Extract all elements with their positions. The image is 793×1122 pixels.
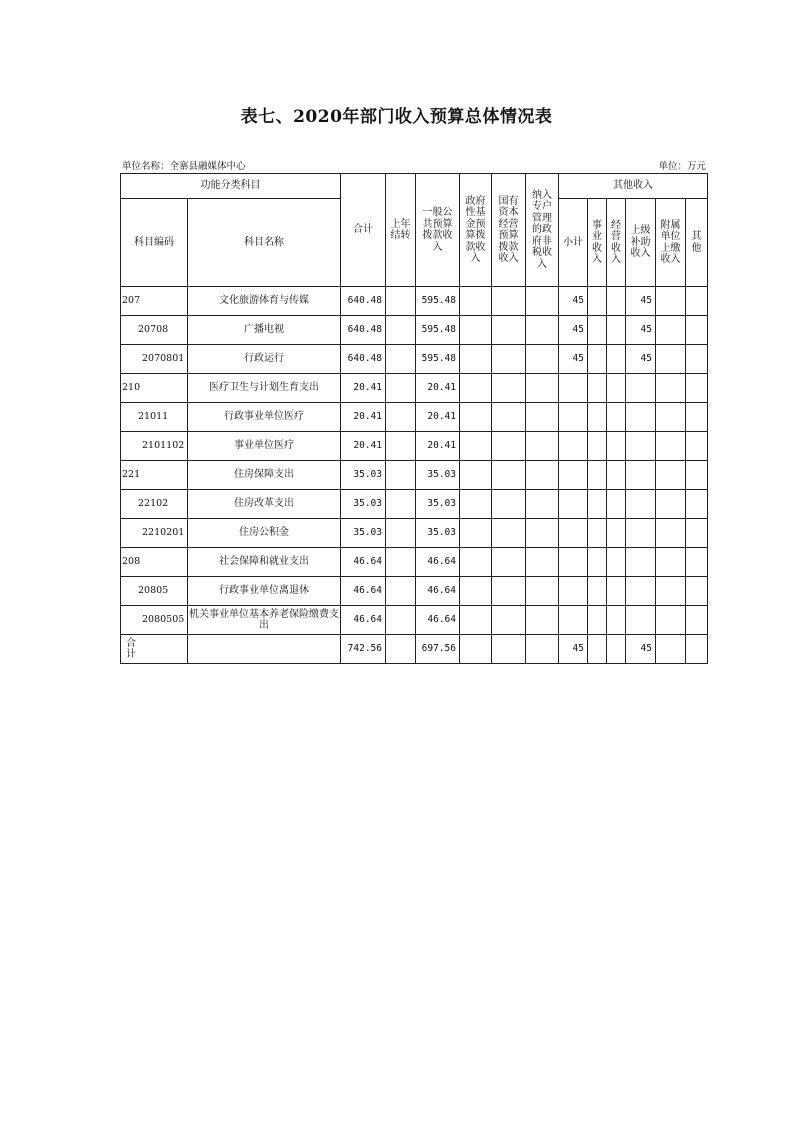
header-total: 合计 [341,174,386,287]
row-affiliated [656,577,686,606]
row-code: 2210201 [121,519,188,548]
currency-unit-label: 单位：万元 [658,161,706,172]
header-operating-income: 经营收入 [607,199,626,287]
total-state-capital-value [492,635,526,664]
table-row [121,490,708,519]
row-operating [607,287,626,316]
header-general-budget: 一般公共预算拨款收入 [416,174,460,287]
row-subtotal [559,490,588,519]
table-row [121,432,708,461]
total-sum-value: 742.56 [341,635,386,664]
row-name: 行政事业单位医疗 [188,403,341,432]
row-code: 20708 [121,316,188,345]
total-other-value [686,635,708,664]
total-carryover-value [386,635,416,664]
row-other [686,606,708,635]
row-subtotal [559,374,588,403]
header-business-income: 事业收入 [588,199,607,287]
row-business [588,577,607,606]
row-general: 46.64 [416,577,460,606]
row-upper [626,374,656,403]
row-total: 46.64 [341,577,386,606]
row-business [588,316,607,345]
row-name: 广播电视 [188,316,341,345]
row-other [686,403,708,432]
row-carryover [386,461,416,490]
row-gov-fund [460,548,492,577]
row-carryover [386,432,416,461]
row-subtotal: 45 [559,345,588,374]
row-name: 机关事业单位基本养老保险缴费支出 [188,606,341,635]
row-state-capital [492,374,526,403]
row-affiliated [656,287,686,316]
row-subtotal [559,606,588,635]
row-operating [607,577,626,606]
row-gov-fund [460,461,492,490]
row-gov-fund [460,577,492,606]
row-total: 640.48 [341,287,386,316]
row-total: 640.48 [341,316,386,345]
budget-income-table [120,173,708,664]
header-state-capital: 国有资本经营预算拨款收入 [492,174,526,287]
row-carryover [386,316,416,345]
row-name: 住房改革支出 [188,490,341,519]
row-subtotal [559,432,588,461]
row-fiscal-special [526,345,559,374]
row-operating [607,548,626,577]
row-subtotal [559,519,588,548]
row-total: 35.03 [341,490,386,519]
row-gov-fund [460,374,492,403]
table-row [121,577,708,606]
row-upper [626,461,656,490]
total-name-cell [188,635,341,664]
header-other-income: 其他收入 [559,174,708,199]
row-code: 2070801 [121,345,188,374]
row-total: 20.41 [341,374,386,403]
row-state-capital [492,316,526,345]
row-business [588,606,607,635]
row-upper [626,577,656,606]
row-gov-fund [460,519,492,548]
row-general: 595.48 [416,316,460,345]
row-name: 住房保障支出 [188,461,341,490]
row-upper [626,519,656,548]
row-other [686,490,708,519]
row-other [686,461,708,490]
row-code: 221 [121,461,188,490]
row-fiscal-special [526,316,559,345]
page-title: 表七、2020年部门收入预算总体情况表 [240,107,553,127]
table-row [121,461,708,490]
row-business [588,374,607,403]
row-total: 20.41 [341,432,386,461]
header-fiscal-special: 纳入专户管理的政府非税收入 [526,174,559,287]
row-affiliated [656,403,686,432]
row-carryover [386,490,416,519]
row-state-capital [492,519,526,548]
total-label: 合计 [121,635,188,664]
table-row [121,548,708,577]
total-affiliated-value [656,635,686,664]
row-operating [607,461,626,490]
row-fiscal-special [526,490,559,519]
row-name: 行政事业单位离退休 [188,577,341,606]
row-carryover [386,345,416,374]
row-carryover [386,374,416,403]
row-operating [607,519,626,548]
row-affiliated [656,461,686,490]
table-row [121,345,708,374]
row-state-capital [492,490,526,519]
row-code: 2101102 [121,432,188,461]
row-gov-fund [460,432,492,461]
row-other [686,577,708,606]
table-row [121,403,708,432]
row-operating [607,606,626,635]
row-other [686,432,708,461]
row-gov-fund [460,606,492,635]
total-upper-value: 45 [626,635,656,664]
row-operating [607,345,626,374]
row-operating [607,374,626,403]
row-business [588,432,607,461]
total-operating-value [607,635,626,664]
row-code: 22102 [121,490,188,519]
table-row [121,374,708,403]
row-code: 208 [121,548,188,577]
row-name: 文化旅游体育与传媒 [188,287,341,316]
row-general: 595.48 [416,345,460,374]
row-operating [607,403,626,432]
row-upper [626,490,656,519]
row-subtotal [559,577,588,606]
row-business [588,345,607,374]
row-subtotal: 45 [559,287,588,316]
row-business [588,403,607,432]
row-other [686,519,708,548]
row-state-capital [492,577,526,606]
row-general: 595.48 [416,287,460,316]
row-carryover [386,606,416,635]
row-total: 46.64 [341,548,386,577]
row-affiliated [656,345,686,374]
row-affiliated [656,519,686,548]
row-upper [626,606,656,635]
row-business [588,461,607,490]
row-state-capital [492,403,526,432]
row-state-capital [492,461,526,490]
row-subtotal [559,548,588,577]
row-operating [607,490,626,519]
row-affiliated [656,316,686,345]
table-row [121,316,708,345]
row-general: 20.41 [416,403,460,432]
row-total: 20.41 [341,403,386,432]
row-general: 46.64 [416,606,460,635]
row-gov-fund [460,403,492,432]
row-general: 35.03 [416,490,460,519]
row-general: 46.64 [416,548,460,577]
row-subtotal [559,461,588,490]
row-general: 35.03 [416,461,460,490]
table-row [121,519,708,548]
row-fiscal-special [526,461,559,490]
row-state-capital [492,606,526,635]
total-business-value [588,635,607,664]
row-code: 207 [121,287,188,316]
total-fiscal-special-value [526,635,559,664]
row-code: 2080505 [121,606,188,635]
row-fiscal-special [526,432,559,461]
row-business [588,490,607,519]
row-upper: 45 [626,345,656,374]
row-business [588,548,607,577]
row-other [686,287,708,316]
row-general: 20.41 [416,432,460,461]
total-row [121,635,708,664]
row-name: 行政运行 [188,345,341,374]
row-name: 事业单位医疗 [188,432,341,461]
row-carryover [386,577,416,606]
table-row [121,287,708,316]
row-affiliated [656,606,686,635]
row-gov-fund [460,490,492,519]
row-carryover [386,287,416,316]
row-state-capital [492,432,526,461]
header-other: 其他 [686,199,708,287]
row-general: 35.03 [416,519,460,548]
row-affiliated [656,548,686,577]
row-fiscal-special [526,287,559,316]
row-affiliated [656,490,686,519]
row-fiscal-special [526,577,559,606]
row-fiscal-special [526,403,559,432]
row-upper [626,548,656,577]
row-upper: 45 [626,316,656,345]
row-total: 46.64 [341,606,386,635]
header-upper-subsidy: 上级补助收入 [626,199,656,287]
row-name: 社会保障和就业支出 [188,548,341,577]
table-row [121,606,708,635]
row-general: 20.41 [416,374,460,403]
row-operating [607,316,626,345]
row-code: 210 [121,374,188,403]
header-name: 科目名称 [188,199,341,287]
row-carryover [386,403,416,432]
row-fiscal-special [526,374,559,403]
row-state-capital [492,287,526,316]
row-subtotal [559,403,588,432]
header-subtotal: 小计 [559,199,588,287]
row-name: 住房公积金 [188,519,341,548]
row-gov-fund [460,345,492,374]
row-operating [607,432,626,461]
row-code: 20805 [121,577,188,606]
row-business [588,287,607,316]
row-total: 35.03 [341,461,386,490]
header-function-category: 功能分类科目 [121,174,341,199]
total-gov-fund-value [460,635,492,664]
row-total: 35.03 [341,519,386,548]
row-gov-fund [460,316,492,345]
row-fiscal-special [526,519,559,548]
row-state-capital [492,548,526,577]
header-carryover: 上年结转 [386,174,416,287]
row-carryover [386,519,416,548]
header-code: 科目编码 [121,199,188,287]
row-state-capital [492,345,526,374]
row-gov-fund [460,287,492,316]
row-name: 医疗卫生与计划生育支出 [188,374,341,403]
header-affiliated-income: 附属单位上缴收入 [656,199,686,287]
row-code: 21011 [121,403,188,432]
total-subtotal-value: 45 [559,635,588,664]
row-other [686,316,708,345]
row-total: 640.48 [341,345,386,374]
unit-name-label: 单位名称：全寨县融媒体中心 [122,161,246,172]
row-fiscal-special [526,606,559,635]
row-business [588,519,607,548]
table-body [121,287,708,635]
row-upper [626,403,656,432]
total-general-value: 697.56 [416,635,460,664]
row-other [686,345,708,374]
header-gov-fund: 政府性基金预算拨款收入 [460,174,492,287]
row-upper: 45 [626,287,656,316]
row-affiliated [656,432,686,461]
row-affiliated [656,374,686,403]
row-carryover [386,548,416,577]
row-other [686,548,708,577]
row-upper [626,432,656,461]
row-fiscal-special [526,548,559,577]
row-subtotal: 45 [559,316,588,345]
row-other [686,374,708,403]
